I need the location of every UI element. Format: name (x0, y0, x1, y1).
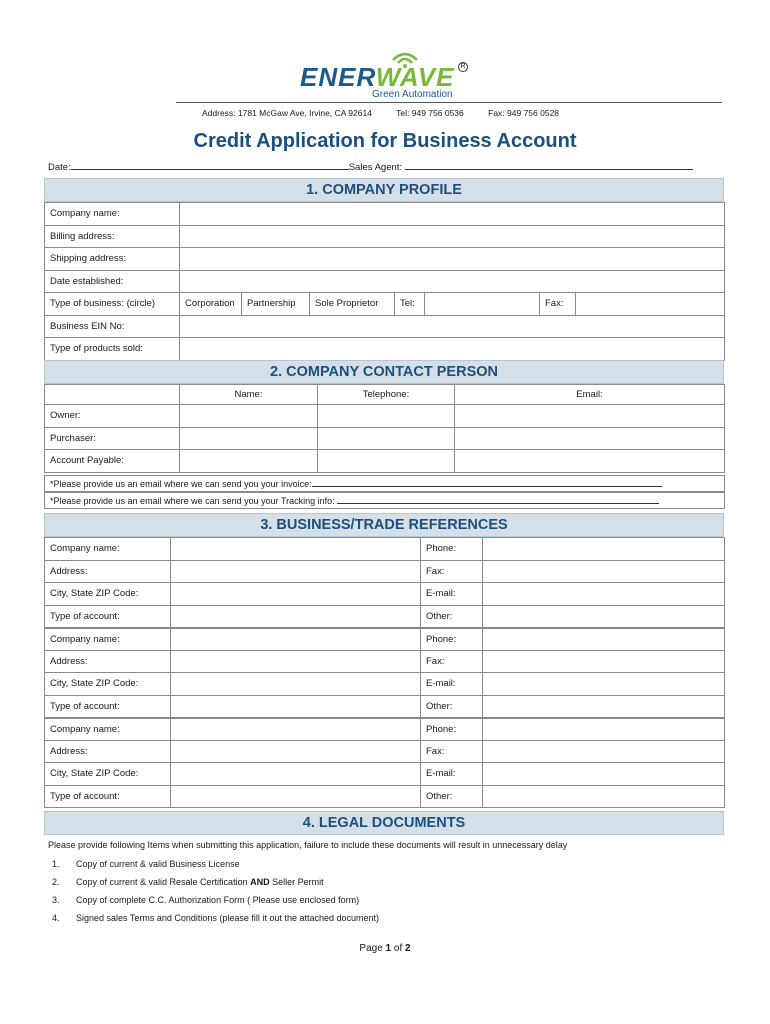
ref1-company-label: Company name: (45, 538, 171, 561)
business-type-sole-proprietor[interactable]: Sole Proprietor (310, 293, 395, 316)
section-company-profile-heading: 1. COMPANY PROFILE (44, 178, 724, 202)
tel-label: Tel: (395, 293, 425, 316)
contact-person-table (44, 384, 725, 473)
ref2-company-field[interactable] (171, 628, 421, 651)
date-established-field[interactable] (180, 270, 725, 293)
date-label: Date: (48, 162, 71, 173)
products-sold-label: Type of products sold: (45, 338, 180, 361)
ref1-email-field[interactable] (483, 583, 725, 606)
ref1-account-type-field[interactable] (171, 605, 421, 628)
purchaser-name-field[interactable] (180, 427, 318, 450)
ref1-company-field[interactable] (171, 538, 421, 561)
ref3-city-field[interactable] (171, 763, 421, 786)
list-item: 3. Copy of complete C.C. Authorization Form ( Please use enclosed form) (52, 895, 360, 905)
ref2-address-field[interactable] (171, 650, 421, 673)
ref1-address-field[interactable] (171, 560, 421, 583)
list-item: 4. Signed sales Terms and Conditions (please fill it out the attached document) (52, 913, 380, 923)
column-name: Name: (180, 385, 318, 405)
section-legal-documents-heading: 4. LEGAL DOCUMENTS (44, 811, 724, 835)
logo-tagline: Green Automation (372, 89, 453, 100)
purchaser-telephone-field[interactable] (318, 427, 455, 450)
business-ein-field[interactable] (180, 315, 725, 338)
list-item: 1. Copy of current & valid Business License (52, 859, 240, 869)
sales-agent-label: Sales Agent: (348, 162, 403, 173)
sales-agent-field[interactable] (405, 160, 693, 170)
tel-field[interactable] (425, 293, 540, 316)
invoice-email-label: *Please provide us an email where we can send you your invoice: (50, 479, 312, 489)
ref3-address-field[interactable] (171, 740, 421, 763)
column-telephone: Telephone: (318, 385, 455, 405)
account-payable-telephone-field[interactable] (318, 450, 455, 473)
ref3-phone-label: Phone: (421, 718, 483, 741)
ref1-address-label: Address: (45, 560, 171, 583)
trade-references-table (44, 537, 725, 808)
company-tel: Tel: 949 756 0536 (396, 108, 464, 118)
ref3-other-field[interactable] (483, 785, 725, 808)
page-number: Page 1 of 2 (359, 943, 411, 954)
date-established-label: Date established: (45, 270, 180, 293)
ref3-address-label: Address: (45, 740, 171, 763)
fax-label: Fax: (540, 293, 576, 316)
tracking-email-field[interactable] (337, 494, 659, 504)
ref3-email-label: E-mail: (421, 763, 483, 786)
account-payable-email-field[interactable] (455, 450, 725, 473)
ref2-phone-field[interactable] (483, 628, 725, 651)
ref1-other-label: Other: (421, 605, 483, 628)
ref1-city-field[interactable] (171, 583, 421, 606)
company-name-field[interactable] (180, 203, 725, 226)
tracking-email-row (44, 492, 725, 509)
business-type-corporation[interactable]: Corporation (180, 293, 242, 316)
ref2-city-label: City, State ZIP Code: (45, 673, 171, 696)
billing-address-label: Billing address: (45, 225, 180, 248)
company-name-label: Company name: (45, 203, 180, 226)
business-type-label: Type of business: (circle) (45, 293, 180, 316)
date-agent-row (48, 160, 693, 173)
business-type-partnership[interactable]: Partnership (242, 293, 310, 316)
business-ein-label: Business EIN No: (45, 315, 180, 338)
section-trade-references-heading: 3. BUSINESS/TRADE REFERENCES (44, 513, 724, 537)
legal-intro-text: Please provide following Items when submitting this application, failure to include these documents will result in unnecessary delay (48, 840, 568, 850)
ref3-fax-field[interactable] (483, 740, 725, 763)
section-contact-person-heading: 2. COMPANY CONTACT PERSON (44, 360, 724, 384)
ref3-email-field[interactable] (483, 763, 725, 786)
ref2-fax-field[interactable] (483, 650, 725, 673)
ref2-fax-label: Fax: (421, 650, 483, 673)
ref3-account-type-field[interactable] (171, 785, 421, 808)
ref2-email-field[interactable] (483, 673, 725, 696)
ref3-phone-field[interactable] (483, 718, 725, 741)
column-email: Email: (455, 385, 725, 405)
tracking-email-label: *Please provide us an email where we can send you your Tracking info: (50, 496, 335, 506)
billing-address-field[interactable] (180, 225, 725, 248)
date-field[interactable] (71, 160, 349, 170)
ref3-account-type-label: Type of account: (45, 785, 171, 808)
page-title: Credit Application for Business Account (193, 130, 577, 152)
ref3-other-label: Other: (421, 785, 483, 808)
ref1-fax-field[interactable] (483, 560, 725, 583)
shipping-address-field[interactable] (180, 248, 725, 271)
registered-mark: R (458, 62, 468, 72)
ref1-city-label: City, State ZIP Code: (45, 583, 171, 606)
ref2-company-label: Company name: (45, 628, 171, 651)
ref2-other-field[interactable] (483, 695, 725, 718)
purchaser-label: Purchaser: (45, 427, 180, 450)
logo-wordmark: ENERWAVE (300, 62, 455, 92)
contact-line (202, 108, 581, 118)
account-payable-label: Account Payable: (45, 450, 180, 473)
ref2-phone-label: Phone: (421, 628, 483, 651)
ref1-email-label: E-mail: (421, 583, 483, 606)
ref1-phone-field[interactable] (483, 538, 725, 561)
company-profile-table (44, 202, 725, 361)
ref2-address-label: Address: (45, 650, 171, 673)
company-address: Address: 1781 McGaw Ave, Irvine, CA 92614 (202, 108, 372, 118)
purchaser-email-field[interactable] (455, 427, 725, 450)
ref1-phone-label: Phone: (421, 538, 483, 561)
company-fax: Fax: 949 756 0528 (488, 108, 560, 118)
invoice-email-row (44, 475, 725, 492)
ref1-fax-label: Fax: (421, 560, 483, 583)
owner-name-field[interactable] (180, 405, 318, 428)
legal-documents-list (52, 856, 379, 928)
products-sold-field[interactable] (180, 338, 725, 361)
company-logo (300, 48, 470, 102)
ref3-company-label: Company name: (45, 718, 171, 741)
corner-cell (45, 385, 180, 405)
ref2-email-label: E-mail: (421, 673, 483, 696)
fax-field[interactable] (576, 293, 725, 316)
ref2-account-type-field[interactable] (171, 695, 421, 718)
ref1-account-type-label: Type of account: (45, 605, 171, 628)
ref2-city-field[interactable] (171, 673, 421, 696)
ref1-other-field[interactable] (483, 605, 725, 628)
ref3-company-field[interactable] (171, 718, 421, 741)
shipping-address-label: Shipping address: (45, 248, 180, 271)
account-payable-name-field[interactable] (180, 450, 318, 473)
owner-email-field[interactable] (455, 405, 725, 428)
list-item: 2. Copy of current & valid Resale Certification AND Seller Permit (52, 877, 324, 887)
owner-telephone-field[interactable] (318, 405, 455, 428)
invoice-email-field[interactable] (312, 477, 662, 487)
owner-label: Owner: (45, 405, 180, 428)
ref3-city-label: City, State ZIP Code: (45, 763, 171, 786)
ref3-fax-label: Fax: (421, 740, 483, 763)
ref2-other-label: Other: (421, 695, 483, 718)
header-divider (176, 102, 722, 103)
ref2-account-type-label: Type of account: (45, 695, 171, 718)
